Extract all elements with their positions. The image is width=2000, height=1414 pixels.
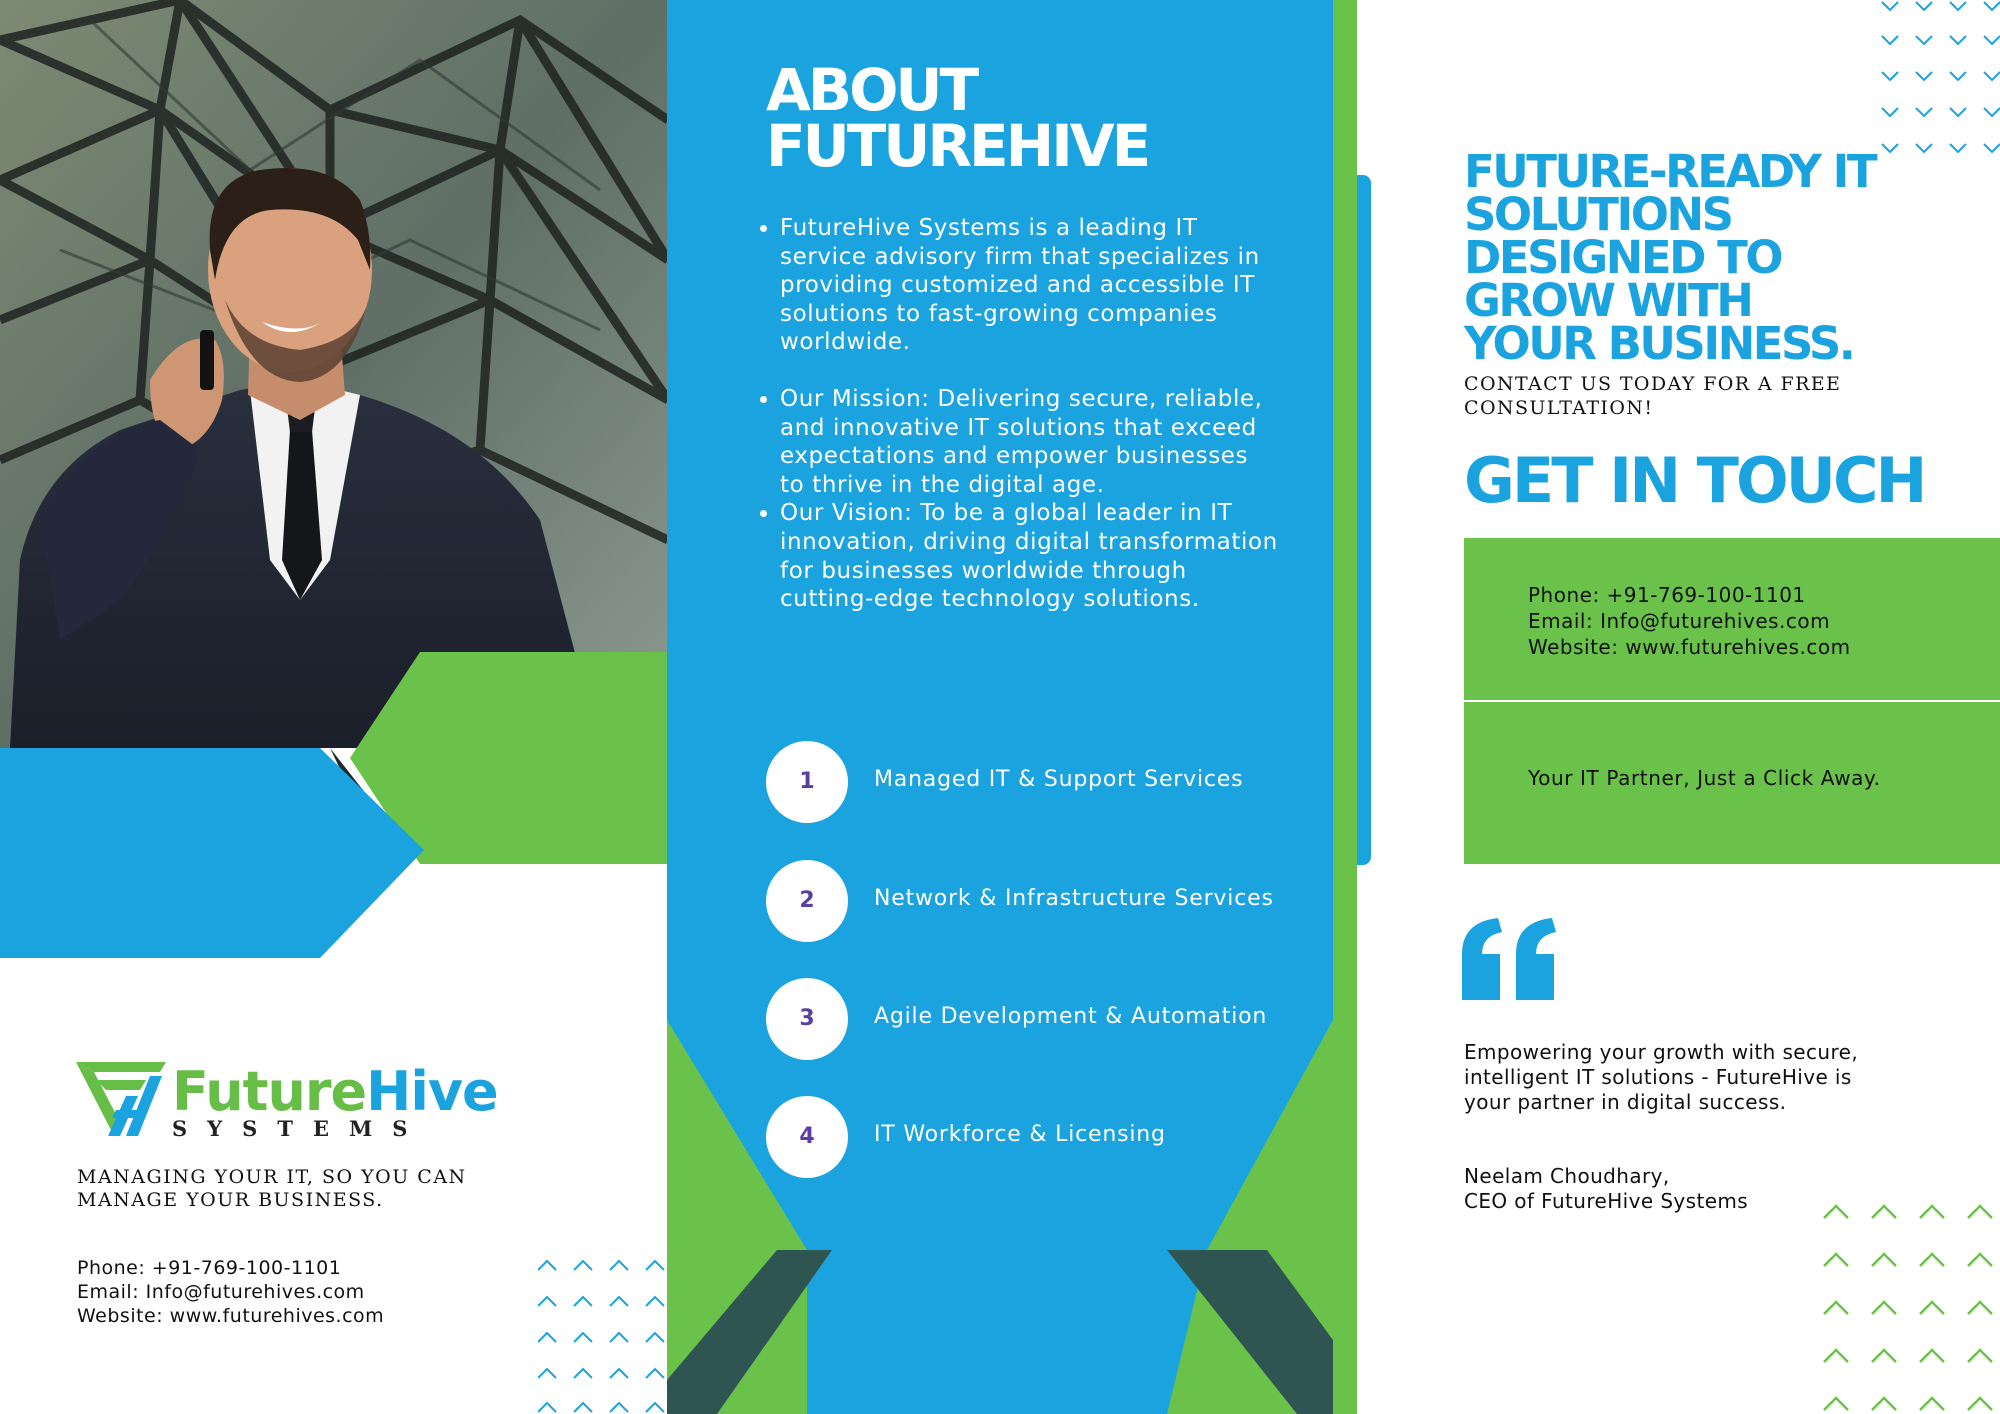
- right-headline: FUTURE-READY IT SOLUTIONS DESIGNED TO GROW WITH YOUR BUSINESS.: [1464, 145, 1876, 370]
- left-tagline: MANAGING YOUR IT, SO YOU CAN MANAGE YOUR BUSINESS.: [77, 1166, 467, 1211]
- author-title: CEO of FutureHive Systems: [1464, 1189, 1749, 1213]
- logo-wordmark: [172, 1062, 498, 1122]
- testimonial-author: [1464, 1164, 1748, 1214]
- about-title-line2: FUTUREHIVE: [766, 112, 1149, 180]
- about-bullet-mission: • Our Mission: Delivering secure, reliable, and innovative IT solutions that exceed expectations and empower businesses to thrive in the digital age.: [780, 385, 1280, 499]
- about-bullet-list: [746, 214, 1280, 614]
- about-bullet-vision: • Our Vision: To be a global leader in IT innovation, driving digital transformation for businesses worldwide through cutting-edge technology solutions.: [780, 499, 1280, 613]
- left-contact-block: [77, 1256, 384, 1328]
- right-contact-block: [1528, 582, 1851, 660]
- blue-chevron-pattern: [1880, 0, 2000, 160]
- left-email: Email: Info@futurehives.com: [77, 1281, 365, 1303]
- service-number-badge: 2: [766, 860, 848, 942]
- about-bullet-intro: • FutureHive Systems is a leading IT service advisory firm that specializes in providing customized and accessible IT solutions to fast-growing companies worldwide.: [780, 214, 1280, 357]
- middle-panel-background: [667, 0, 1333, 1414]
- right-website: Website: www.futurehives.com: [1528, 635, 1851, 659]
- get-in-touch-heading: GET IN TOUCH: [1464, 444, 1925, 517]
- right-email: Email: Info@futurehives.com: [1528, 609, 1831, 633]
- service-number-badge: 1: [766, 741, 848, 823]
- left-website: Website: www.futurehives.com: [77, 1305, 385, 1327]
- service-item: [766, 1096, 1326, 1178]
- green-caret-pattern: [1822, 1200, 2000, 1414]
- service-item: [766, 741, 1326, 823]
- service-number-badge: 4: [766, 1096, 848, 1178]
- service-item: [766, 978, 1326, 1060]
- decorative-chevron-shapes: [0, 640, 668, 970]
- businessman-photo: [0, 0, 668, 748]
- blue-caret-pattern: [538, 1256, 668, 1414]
- service-number-badge: 3: [766, 978, 848, 1060]
- logo-word-hive: Hive: [366, 1060, 498, 1123]
- service-label: Managed IT & Support Services: [874, 767, 1244, 792]
- testimonial-quote: Empowering your growth with secure, intelligent IT solutions - FutureHive is your partner in digital success.: [1464, 1040, 1859, 1114]
- consultation-cta: CONTACT US TODAY FOR A FREE CONSULTATION!: [1464, 373, 1842, 419]
- service-label: IT Workforce & Licensing: [874, 1122, 1166, 1147]
- logo-subtitle: SYSTEMS: [172, 1116, 428, 1141]
- service-label: Agile Development & Automation: [874, 1004, 1268, 1029]
- logo-word-future: Future: [172, 1060, 367, 1123]
- author-name: Neelam Choudhary,: [1464, 1164, 1670, 1188]
- about-title-line1: ABOUT: [766, 56, 977, 124]
- quote-icon: [1462, 918, 1562, 1000]
- blue-side-tab: [1357, 175, 1371, 865]
- green-divider-strip: [1333, 0, 1357, 1414]
- left-phone: Phone: +91-769-100-1101: [77, 1257, 342, 1279]
- partner-tagline: Your IT Partner, Just a Click Away.: [1528, 766, 1881, 790]
- service-item: [766, 860, 1326, 942]
- service-label: Network & Infrastructure Services: [874, 886, 1274, 911]
- right-phone: Phone: +91-769-100-1101: [1528, 583, 1806, 607]
- futurehive-logo-icon: [76, 1062, 166, 1138]
- about-title: [766, 56, 1149, 180]
